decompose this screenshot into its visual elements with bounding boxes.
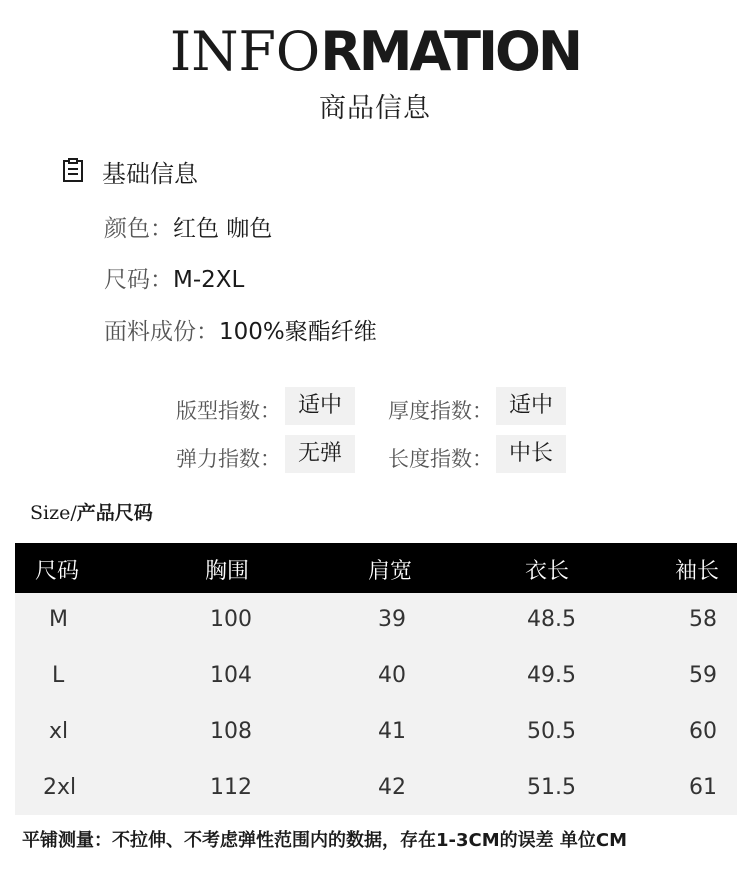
cell-size: L <box>52 663 65 688</box>
info-value: M-2XL <box>173 267 245 293</box>
cell-shoulder: 41 <box>378 719 406 744</box>
info-row-fabric <box>104 313 377 346</box>
thickness-index-value: 适中 <box>496 387 566 425</box>
cell-shoulder: 42 <box>378 775 406 800</box>
cell-size: M <box>49 607 68 632</box>
header-shoulder: 肩宽 <box>368 559 413 584</box>
info-value: 红色 咖色 <box>173 216 273 242</box>
stretch-index-label: 弹力指数： <box>176 447 281 471</box>
title-bold-part: RMATION <box>320 20 581 83</box>
size-table <box>15 543 737 815</box>
size-label-zh: 产品尺码 <box>76 502 153 524</box>
cell-chest: 100 <box>210 607 252 632</box>
clipboard-icon <box>62 158 84 182</box>
cell-chest: 112 <box>210 775 252 800</box>
cell-sleeve: 60 <box>689 719 717 744</box>
info-row-size <box>104 261 244 294</box>
cell-length: 48.5 <box>527 607 576 632</box>
table-body <box>15 593 737 815</box>
cell-chest: 104 <box>210 663 252 688</box>
cell-chest: 108 <box>210 719 252 744</box>
measurement-footnote: 平铺测量：不拉伸、不考虑弹性范围内的数据，存在1-3CM的误差 单位CM <box>22 830 628 851</box>
header-sleeve: 袖长 <box>675 559 720 584</box>
length-index-label: 长度指数： <box>388 447 493 471</box>
fit-index-label: 版型指数： <box>176 399 281 423</box>
stretch-index-value: 无弹 <box>285 435 355 473</box>
page-subtitle: 商品信息 <box>319 93 431 124</box>
cell-sleeve: 59 <box>689 663 717 688</box>
header-size: 尺码 <box>35 559 80 584</box>
length-index-value: 中长 <box>496 435 566 473</box>
cell-shoulder: 39 <box>378 607 406 632</box>
info-label: 尺码： <box>104 267 173 293</box>
size-label-en: Size/ <box>30 502 77 524</box>
cell-shoulder: 40 <box>378 663 406 688</box>
page-title <box>0 20 750 84</box>
title-serif-part: INFO <box>169 20 321 83</box>
size-section-label <box>30 498 153 525</box>
cell-sleeve: 58 <box>689 607 717 632</box>
info-label: 面料成份： <box>104 319 219 345</box>
cell-size: xl <box>49 719 69 744</box>
cell-length: 49.5 <box>527 663 576 688</box>
header-length: 衣长 <box>525 559 570 584</box>
table-header <box>15 543 737 593</box>
cell-length: 50.5 <box>527 719 576 744</box>
header-chest: 胸围 <box>205 559 250 584</box>
info-value: 100%聚酯纤维 <box>219 319 377 345</box>
fit-index-value: 适中 <box>285 387 355 425</box>
info-row-color <box>104 210 272 243</box>
cell-sleeve: 61 <box>689 775 717 800</box>
section-title-basic-info: 基础信息 <box>102 160 198 188</box>
thickness-index-label: 厚度指数： <box>388 399 493 423</box>
info-label: 颜色： <box>104 216 173 242</box>
cell-length: 51.5 <box>527 775 576 800</box>
cell-size: 2xl <box>43 775 77 800</box>
